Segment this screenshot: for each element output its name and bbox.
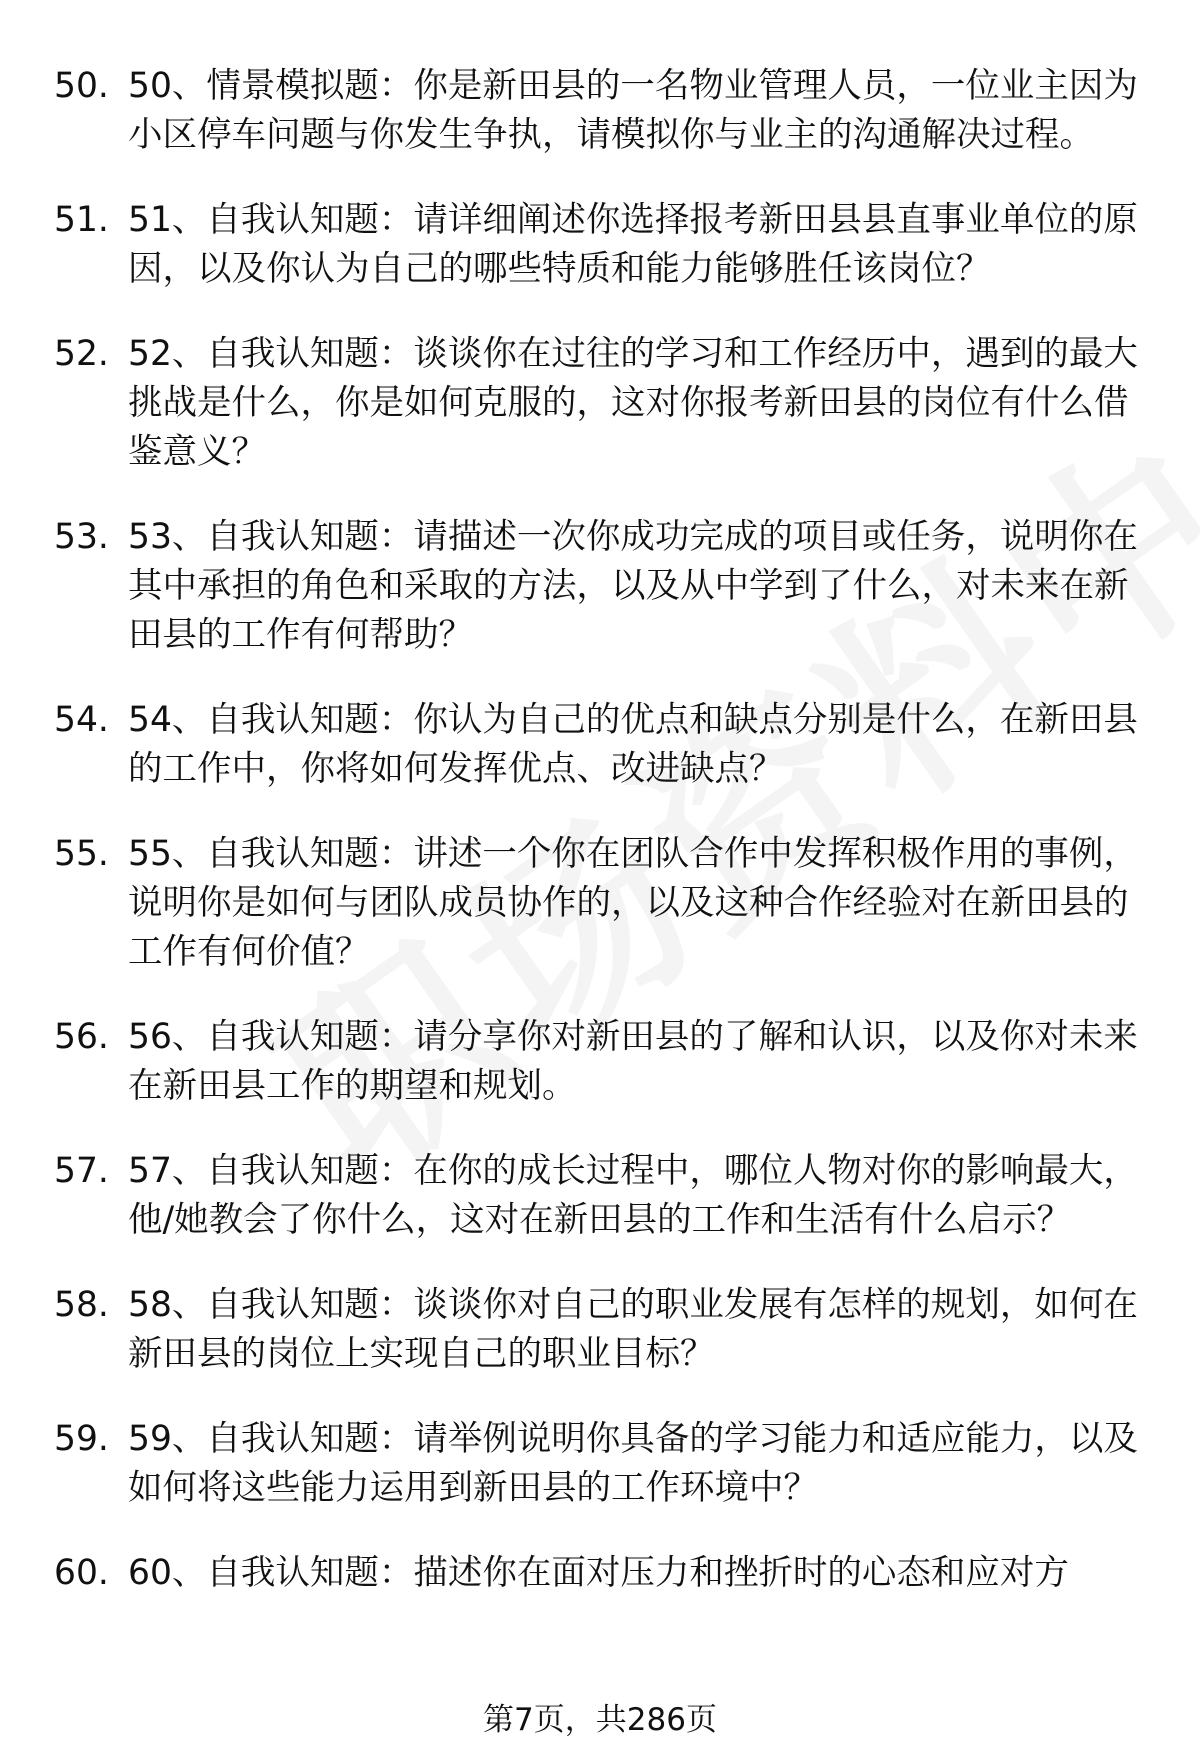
list-item — [54, 696, 1150, 794]
item-text: 59、自我认知题：请举例说明你具备的学习能力和适应能力，以及如何将这些能力运用到新田县的工作环境中？ — [128, 1419, 1138, 1508]
item-text: 57、自我认知题：在你的成长过程中，哪位人物对你的影响最大，他/她教会了你什么，这对在新田县的工作和生活有什么启示？ — [128, 1151, 1138, 1240]
list-item — [54, 62, 1150, 160]
list-item — [54, 330, 1150, 477]
item-text: 50、情景模拟题：你是新田县的一名物业管理人员，一位业主因为小区停车问题与你发生争执，请模拟你与业主的沟通解决过程。 — [128, 66, 1138, 155]
item-number: 55. — [54, 834, 109, 874]
page-footer: 第7页，共286页 — [483, 1702, 717, 1738]
item-number: 53. — [54, 517, 109, 557]
item-text: 51、自我认知题：请详细阐述你选择报考新田县县直事业单位的原因，以及你认为自己的哪些特质和能力能够胜任该岗位？ — [128, 200, 1138, 289]
list-item — [54, 1147, 1150, 1245]
item-text: 55、自我认知题：讲述一个你在团队合作中发挥积极作用的事例，说明你是如何与团队成员协作的，以及这种合作经验对在新田县的工作有何价值？ — [128, 834, 1138, 972]
item-number: 60. — [54, 1553, 109, 1593]
item-number: 54. — [54, 700, 109, 740]
item-text: 58、自我认知题：谈谈你对自己的职业发展有怎样的规划，如何在新田县的岗位上实现自己的职业目标？ — [128, 1285, 1138, 1374]
list-item — [54, 830, 1150, 977]
question-list — [54, 62, 1150, 1634]
list-item — [54, 1013, 1150, 1111]
item-text: 52、自我认知题：谈谈你在过往的学习和工作经历中，遇到的最大挑战是什么，你是如何克服的，这对你报考新田县的岗位有什么借鉴意义？ — [128, 334, 1138, 472]
item-number: 50. — [54, 66, 109, 106]
list-item — [54, 1415, 1150, 1513]
item-number: 57. — [54, 1151, 109, 1191]
list-item — [54, 1281, 1150, 1379]
list-item — [54, 1549, 1150, 1598]
item-text: 54、自我认知题：你认为自己的优点和缺点分别是什么，在新田县的工作中，你将如何发挥优点、改进缺点？ — [128, 700, 1138, 789]
list-item — [54, 513, 1150, 660]
item-text: 60、自我认知题：描述你在面对压力和挫折时的心态和应对方 — [128, 1553, 1069, 1593]
list-item — [54, 196, 1150, 294]
item-text: 53、自我认知题：请描述一次你成功完成的项目或任务，说明你在其中承担的角色和采取的方法，以及从中学到了什么，对未来在新田县的工作有何帮助？ — [128, 517, 1138, 655]
item-text: 56、自我认知题：请分享你对新田县的了解和认识，以及你对未来在新田县工作的期望和规划。 — [128, 1017, 1138, 1106]
item-number: 59. — [54, 1419, 109, 1459]
item-number: 52. — [54, 334, 109, 374]
item-number: 51. — [54, 200, 109, 240]
item-number: 58. — [54, 1285, 109, 1325]
item-number: 56. — [54, 1017, 109, 1057]
